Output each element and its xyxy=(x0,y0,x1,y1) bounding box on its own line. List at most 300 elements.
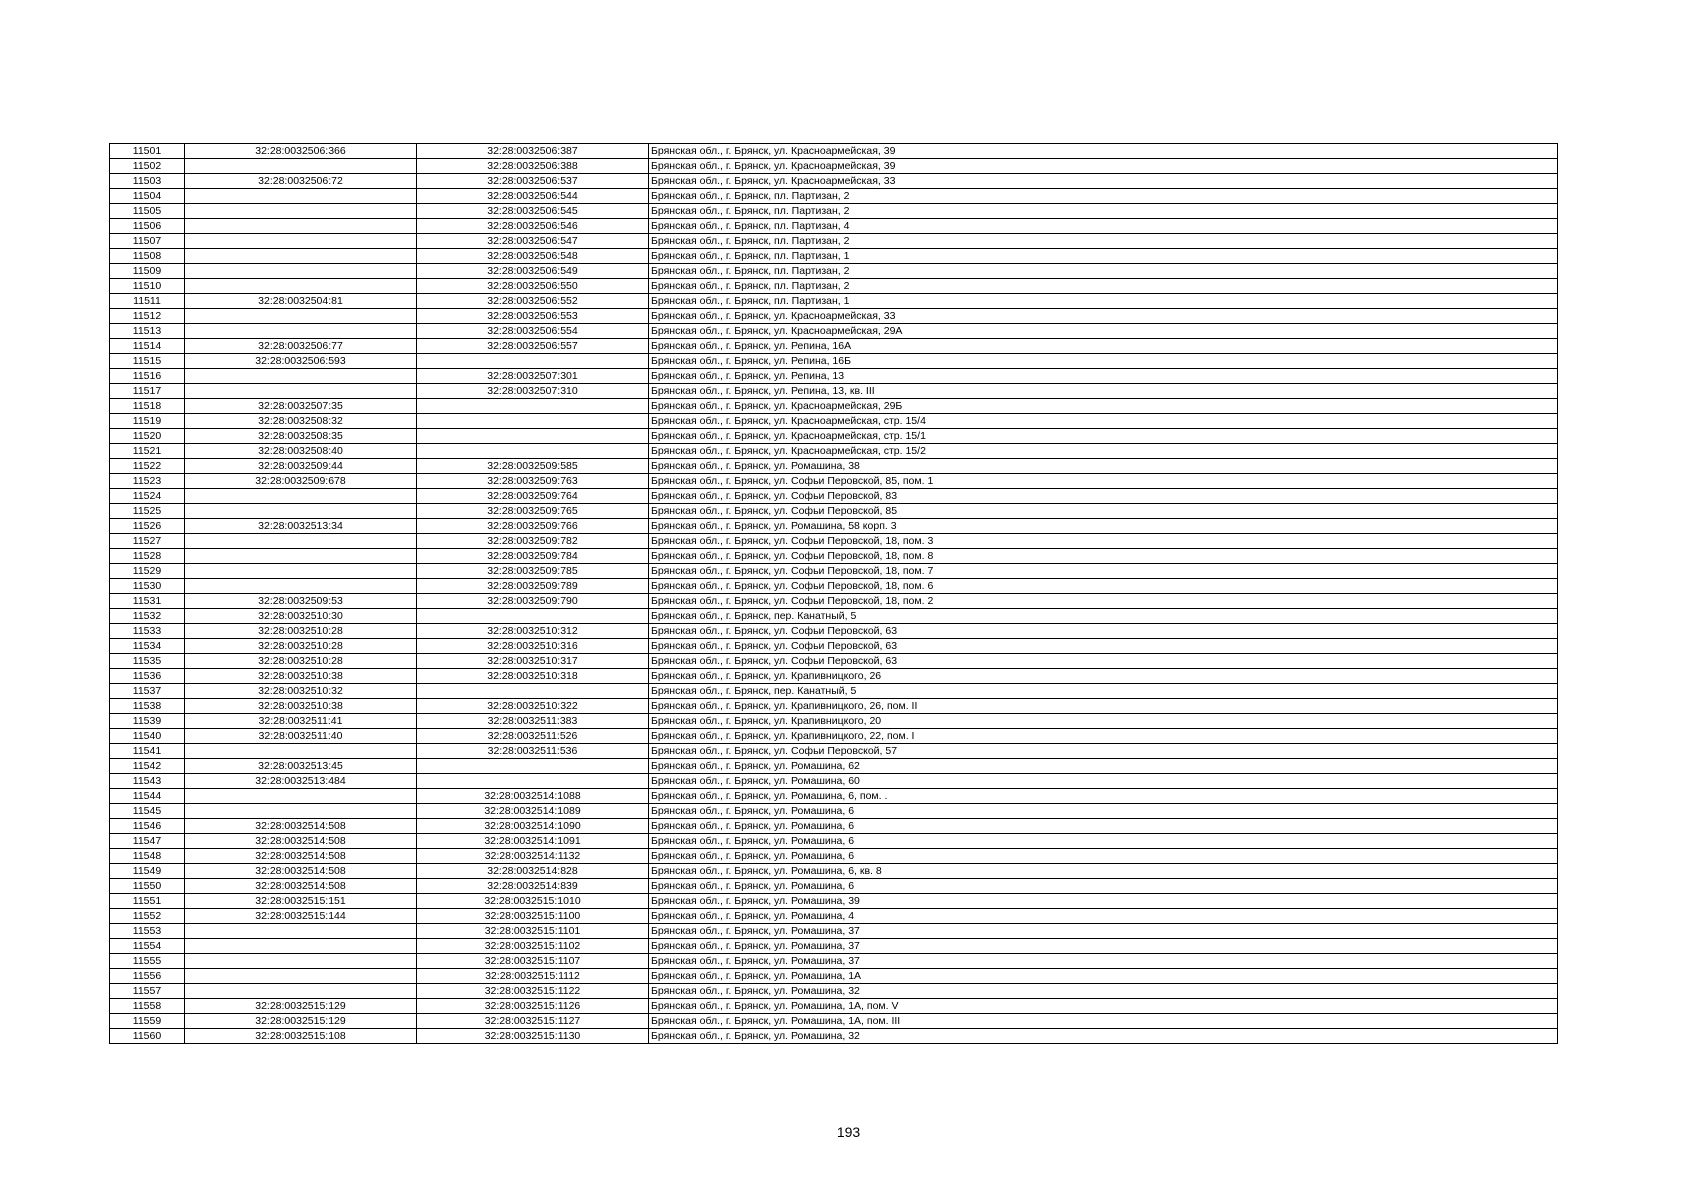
land-cadastral-number-cell: 32:28:0032514:508 xyxy=(185,849,417,864)
land-cadastral-number-cell xyxy=(185,939,417,954)
object-cadastral-number-cell: 32:28:0032515:1010 xyxy=(417,894,649,909)
row-number-cell: 11548 xyxy=(110,849,185,864)
row-number-cell: 11503 xyxy=(110,174,185,189)
table-row xyxy=(110,189,1558,204)
object-cadastral-number-cell xyxy=(417,399,649,414)
address-cell: Брянская обл., г. Брянск, ул. Красноармейская, 33 xyxy=(649,309,1558,324)
table-row xyxy=(110,789,1558,804)
table-row xyxy=(110,924,1558,939)
table-row xyxy=(110,609,1558,624)
address-cell: Брянская обл., г. Брянск, ул. Красноармейская, 33 xyxy=(649,174,1558,189)
row-number-cell: 11537 xyxy=(110,684,185,699)
row-number-cell: 11525 xyxy=(110,504,185,519)
object-cadastral-number-cell: 32:28:0032514:1132 xyxy=(417,849,649,864)
land-cadastral-number-cell: 32:28:0032513:34 xyxy=(185,519,417,534)
table-row xyxy=(110,639,1558,654)
row-number-cell: 11540 xyxy=(110,729,185,744)
address-cell: Брянская обл., г. Брянск, ул. Репина, 13 xyxy=(649,369,1558,384)
table-row xyxy=(110,834,1558,849)
row-number-cell: 11501 xyxy=(110,144,185,159)
row-number-cell: 11522 xyxy=(110,459,185,474)
land-cadastral-number-cell xyxy=(185,489,417,504)
land-cadastral-number-cell: 32:28:0032504:81 xyxy=(185,294,417,309)
row-number-cell: 11532 xyxy=(110,609,185,624)
row-number-cell: 11543 xyxy=(110,774,185,789)
row-number-cell: 11531 xyxy=(110,594,185,609)
row-number-cell: 11514 xyxy=(110,339,185,354)
land-cadastral-number-cell: 32:28:0032513:484 xyxy=(185,774,417,789)
land-cadastral-number-cell: 32:28:0032515:144 xyxy=(185,909,417,924)
table-row xyxy=(110,384,1558,399)
row-number-cell: 11517 xyxy=(110,384,185,399)
object-cadastral-number-cell: 32:28:0032515:1101 xyxy=(417,924,649,939)
object-cadastral-number-cell xyxy=(417,774,649,789)
land-cadastral-number-cell: 32:28:0032515:129 xyxy=(185,999,417,1014)
row-number-cell: 11554 xyxy=(110,939,185,954)
land-cadastral-number-cell xyxy=(185,219,417,234)
address-cell: Брянская обл., г. Брянск, ул. Ромашина, 6 xyxy=(649,819,1558,834)
row-number-cell: 11530 xyxy=(110,579,185,594)
object-cadastral-number-cell xyxy=(417,429,649,444)
page-number: 193 xyxy=(836,1124,861,1140)
land-cadastral-number-cell: 32:28:0032510:28 xyxy=(185,624,417,639)
land-cadastral-number-cell: 32:28:0032506:77 xyxy=(185,339,417,354)
row-number-cell: 11513 xyxy=(110,324,185,339)
object-cadastral-number-cell: 32:28:0032506:552 xyxy=(417,294,649,309)
address-cell: Брянская обл., г. Брянск, ул. Ромашина, 6, пом. . xyxy=(649,789,1558,804)
row-number-cell: 11541 xyxy=(110,744,185,759)
address-cell: Брянская обл., г. Брянск, ул. Софьи Перовской, 18, пом. 7 xyxy=(649,564,1558,579)
table-row xyxy=(110,669,1558,684)
row-number-cell: 11535 xyxy=(110,654,185,669)
land-cadastral-number-cell xyxy=(185,249,417,264)
object-cadastral-number-cell: 32:28:0032515:1112 xyxy=(417,969,649,984)
object-cadastral-number-cell: 32:28:0032506:548 xyxy=(417,249,649,264)
land-cadastral-number-cell: 32:28:0032506:366 xyxy=(185,144,417,159)
table-row xyxy=(110,699,1558,714)
table-row xyxy=(110,279,1558,294)
object-cadastral-number-cell xyxy=(417,354,649,369)
table-row xyxy=(110,519,1558,534)
table-row xyxy=(110,234,1558,249)
object-cadastral-number-cell: 32:28:0032506:547 xyxy=(417,234,649,249)
row-number-cell: 11529 xyxy=(110,564,185,579)
object-cadastral-number-cell: 32:28:0032514:828 xyxy=(417,864,649,879)
address-cell: Брянская обл., г. Брянск, пл. Партизан, 2 xyxy=(649,204,1558,219)
table-row xyxy=(110,939,1558,954)
object-cadastral-number-cell xyxy=(417,759,649,774)
row-number-cell: 11515 xyxy=(110,354,185,369)
object-cadastral-number-cell: 32:28:0032509:789 xyxy=(417,579,649,594)
row-number-cell: 11559 xyxy=(110,1014,185,1029)
table-row xyxy=(110,294,1558,309)
row-number-cell: 11544 xyxy=(110,789,185,804)
address-cell: Брянская обл., г. Брянск, ул. Крапивницкого, 26 xyxy=(649,669,1558,684)
object-cadastral-number-cell: 32:28:0032511:526 xyxy=(417,729,649,744)
land-cadastral-number-cell xyxy=(185,324,417,339)
object-cadastral-number-cell: 32:28:0032514:839 xyxy=(417,879,649,894)
table-row xyxy=(110,264,1558,279)
object-cadastral-number-cell: 32:28:0032509:766 xyxy=(417,519,649,534)
row-number-cell: 11512 xyxy=(110,309,185,324)
object-cadastral-number-cell: 32:28:0032509:790 xyxy=(417,594,649,609)
object-cadastral-number-cell: 32:28:0032515:1130 xyxy=(417,1029,649,1044)
table-row xyxy=(110,714,1558,729)
object-cadastral-number-cell: 32:28:0032510:317 xyxy=(417,654,649,669)
table-row xyxy=(110,909,1558,924)
land-cadastral-number-cell: 32:28:0032509:53 xyxy=(185,594,417,609)
table-row xyxy=(110,564,1558,579)
table-row xyxy=(110,954,1558,969)
registry-table xyxy=(109,143,1558,1044)
object-cadastral-number-cell: 32:28:0032509:782 xyxy=(417,534,649,549)
address-cell: Брянская обл., г. Брянск, пл. Партизан, 1 xyxy=(649,249,1558,264)
row-number-cell: 11538 xyxy=(110,699,185,714)
row-number-cell: 11508 xyxy=(110,249,185,264)
row-number-cell: 11553 xyxy=(110,924,185,939)
land-cadastral-number-cell: 32:28:0032515:151 xyxy=(185,894,417,909)
table-row xyxy=(110,984,1558,999)
land-cadastral-number-cell: 32:28:0032511:40 xyxy=(185,729,417,744)
address-cell: Брянская обл., г. Брянск, ул. Софьи Перовской, 18, пом. 2 xyxy=(649,594,1558,609)
row-number-cell: 11549 xyxy=(110,864,185,879)
address-cell: Брянская обл., г. Брянск, ул. Софьи Перовской, 18, пом. 8 xyxy=(649,549,1558,564)
object-cadastral-number-cell xyxy=(417,609,649,624)
land-cadastral-number-cell: 32:28:0032508:40 xyxy=(185,444,417,459)
address-cell: Брянская обл., г. Брянск, ул. Ромашина, 37 xyxy=(649,939,1558,954)
row-number-cell: 11505 xyxy=(110,204,185,219)
table-row xyxy=(110,429,1558,444)
address-cell: Брянская обл., г. Брянск, ул. Ромашина, 37 xyxy=(649,954,1558,969)
row-number-cell: 11516 xyxy=(110,369,185,384)
table-row xyxy=(110,159,1558,174)
land-cadastral-number-cell: 32:28:0032510:28 xyxy=(185,654,417,669)
table-row xyxy=(110,969,1558,984)
row-number-cell: 11552 xyxy=(110,909,185,924)
land-cadastral-number-cell xyxy=(185,549,417,564)
address-cell: Брянская обл., г. Брянск, ул. Софьи Перовской, 63 xyxy=(649,654,1558,669)
table-row xyxy=(110,684,1558,699)
land-cadastral-number-cell xyxy=(185,159,417,174)
table-row xyxy=(110,219,1558,234)
table-row xyxy=(110,174,1558,189)
table-row xyxy=(110,354,1558,369)
table-row xyxy=(110,339,1558,354)
row-number-cell: 11521 xyxy=(110,444,185,459)
address-cell: Брянская обл., г. Брянск, ул. Красноармейская, 29А xyxy=(649,324,1558,339)
address-cell: Брянская обл., г. Брянск, ул. Репина, 13, кв. III xyxy=(649,384,1558,399)
land-cadastral-number-cell: 32:28:0032515:129 xyxy=(185,1014,417,1029)
registry-table-body xyxy=(110,144,1558,1044)
row-number-cell: 11533 xyxy=(110,624,185,639)
object-cadastral-number-cell: 32:28:0032506:553 xyxy=(417,309,649,324)
land-cadastral-number-cell xyxy=(185,924,417,939)
land-cadastral-number-cell xyxy=(185,279,417,294)
row-number-cell: 11510 xyxy=(110,279,185,294)
table-row xyxy=(110,819,1558,834)
row-number-cell: 11542 xyxy=(110,759,185,774)
object-cadastral-number-cell: 32:28:0032507:301 xyxy=(417,369,649,384)
land-cadastral-number-cell: 32:28:0032508:35 xyxy=(185,429,417,444)
land-cadastral-number-cell: 32:28:0032508:32 xyxy=(185,414,417,429)
object-cadastral-number-cell xyxy=(417,444,649,459)
object-cadastral-number-cell: 32:28:0032510:318 xyxy=(417,669,649,684)
land-cadastral-number-cell: 32:28:0032506:593 xyxy=(185,354,417,369)
address-cell: Брянская обл., г. Брянск, ул. Софьи Перовской, 63 xyxy=(649,639,1558,654)
object-cadastral-number-cell: 32:28:0032509:763 xyxy=(417,474,649,489)
object-cadastral-number-cell: 32:28:0032506:550 xyxy=(417,279,649,294)
object-cadastral-number-cell: 32:28:0032515:1100 xyxy=(417,909,649,924)
object-cadastral-number-cell: 32:28:0032511:536 xyxy=(417,744,649,759)
table-row xyxy=(110,444,1558,459)
land-cadastral-number-cell xyxy=(185,969,417,984)
address-cell: Брянская обл., г. Брянск, ул. Красноармейская, стр. 15/2 xyxy=(649,444,1558,459)
address-cell: Брянская обл., г. Брянск, ул. Софьи Перовской, 63 xyxy=(649,624,1558,639)
land-cadastral-number-cell xyxy=(185,534,417,549)
land-cadastral-number-cell xyxy=(185,564,417,579)
row-number-cell: 11507 xyxy=(110,234,185,249)
address-cell: Брянская обл., г. Брянск, ул. Крапивницкого, 22, пом. I xyxy=(649,729,1558,744)
land-cadastral-number-cell: 32:28:0032510:28 xyxy=(185,639,417,654)
object-cadastral-number-cell: 32:28:0032509:785 xyxy=(417,564,649,579)
table-row xyxy=(110,744,1558,759)
table-row xyxy=(110,1029,1558,1044)
land-cadastral-number-cell: 32:28:0032511:41 xyxy=(185,714,417,729)
address-cell: Брянская обл., г. Брянск, ул. Красноармейская, стр. 15/1 xyxy=(649,429,1558,444)
table-row xyxy=(110,489,1558,504)
land-cadastral-number-cell: 32:28:0032509:44 xyxy=(185,459,417,474)
address-cell: Брянская обл., г. Брянск, ул. Софьи Перовской, 85 xyxy=(649,504,1558,519)
address-cell: Брянская обл., г. Брянск, ул. Красноармейская, 29Б xyxy=(649,399,1558,414)
row-number-cell: 11547 xyxy=(110,834,185,849)
address-cell: Брянская обл., г. Брянск, ул. Репина, 16Б xyxy=(649,354,1558,369)
address-cell: Брянская обл., г. Брянск, ул. Ромашина, 6, кв. 8 xyxy=(649,864,1558,879)
address-cell: Брянская обл., г. Брянск, пер. Канатный, 5 xyxy=(649,609,1558,624)
table-row xyxy=(110,459,1558,474)
object-cadastral-number-cell: 32:28:0032506:546 xyxy=(417,219,649,234)
object-cadastral-number-cell: 32:28:0032515:1122 xyxy=(417,984,649,999)
address-cell: Брянская обл., г. Брянск, ул. Софьи Перовской, 85, пом. 1 xyxy=(649,474,1558,489)
table-row xyxy=(110,534,1558,549)
address-cell: Брянская обл., г. Брянск, ул. Ромашина, 6 xyxy=(649,834,1558,849)
table-row xyxy=(110,204,1558,219)
row-number-cell: 11550 xyxy=(110,879,185,894)
land-cadastral-number-cell: 32:28:0032514:508 xyxy=(185,819,417,834)
address-cell: Брянская обл., г. Брянск, ул. Ромашина, 38 xyxy=(649,459,1558,474)
address-cell: Брянская обл., г. Брянск, ул. Крапивницкого, 26, пом. II xyxy=(649,699,1558,714)
land-cadastral-number-cell: 32:28:0032510:38 xyxy=(185,669,417,684)
table-row xyxy=(110,414,1558,429)
land-cadastral-number-cell: 32:28:0032507:35 xyxy=(185,399,417,414)
object-cadastral-number-cell: 32:28:0032506:557 xyxy=(417,339,649,354)
table-row xyxy=(110,399,1558,414)
land-cadastral-number-cell: 32:28:0032514:508 xyxy=(185,864,417,879)
row-number-cell: 11509 xyxy=(110,264,185,279)
address-cell: Брянская обл., г. Брянск, ул. Софьи Перовской, 18, пом. 3 xyxy=(649,534,1558,549)
land-cadastral-number-cell xyxy=(185,744,417,759)
object-cadastral-number-cell xyxy=(417,414,649,429)
row-number-cell: 11520 xyxy=(110,429,185,444)
table-row xyxy=(110,849,1558,864)
address-cell: Брянская обл., г. Брянск, ул. Ромашина, 60 xyxy=(649,774,1558,789)
object-cadastral-number-cell: 32:28:0032506:387 xyxy=(417,144,649,159)
land-cadastral-number-cell xyxy=(185,369,417,384)
object-cadastral-number-cell: 32:28:0032515:1102 xyxy=(417,939,649,954)
object-cadastral-number-cell: 32:28:0032514:1088 xyxy=(417,789,649,804)
object-cadastral-number-cell: 32:28:0032507:310 xyxy=(417,384,649,399)
object-cadastral-number-cell: 32:28:0032506:549 xyxy=(417,264,649,279)
table-row xyxy=(110,864,1558,879)
table-row xyxy=(110,804,1558,819)
address-cell: Брянская обл., г. Брянск, пл. Партизан, 1 xyxy=(649,294,1558,309)
address-cell: Брянская обл., г. Брянск, ул. Красноармейская, 39 xyxy=(649,144,1558,159)
address-cell: Брянская обл., г. Брянск, ул. Ромашина, 6 xyxy=(649,804,1558,819)
land-cadastral-number-cell: 32:28:0032515:108 xyxy=(185,1029,417,1044)
table-row xyxy=(110,369,1558,384)
address-cell: Брянская обл., г. Брянск, ул. Ромашина, 6 xyxy=(649,879,1558,894)
row-number-cell: 11556 xyxy=(110,969,185,984)
land-cadastral-number-cell: 32:28:0032513:45 xyxy=(185,759,417,774)
land-cadastral-number-cell xyxy=(185,189,417,204)
land-cadastral-number-cell xyxy=(185,954,417,969)
table-row xyxy=(110,474,1558,489)
land-cadastral-number-cell xyxy=(185,579,417,594)
object-cadastral-number-cell: 32:28:0032510:322 xyxy=(417,699,649,714)
row-number-cell: 11536 xyxy=(110,669,185,684)
address-cell: Брянская обл., г. Брянск, пл. Партизан, 4 xyxy=(649,219,1558,234)
address-cell: Брянская обл., г. Брянск, пер. Канатный, 5 xyxy=(649,684,1558,699)
land-cadastral-number-cell xyxy=(185,504,417,519)
address-cell: Брянская обл., г. Брянск, пл. Партизан, 2 xyxy=(649,189,1558,204)
address-cell: Брянская обл., г. Брянск, ул. Красноармейская, 39 xyxy=(649,159,1558,174)
address-cell: Брянская обл., г. Брянск, ул. Ромашина, 39 xyxy=(649,894,1558,909)
row-number-cell: 11558 xyxy=(110,999,185,1014)
table-row xyxy=(110,654,1558,669)
row-number-cell: 11524 xyxy=(110,489,185,504)
object-cadastral-number-cell: 32:28:0032509:765 xyxy=(417,504,649,519)
row-number-cell: 11555 xyxy=(110,954,185,969)
object-cadastral-number-cell: 32:28:0032506:388 xyxy=(417,159,649,174)
address-cell: Брянская обл., г. Брянск, ул. Ромашина, 1А, пом. III xyxy=(649,1014,1558,1029)
row-number-cell: 11546 xyxy=(110,819,185,834)
land-cadastral-number-cell xyxy=(185,804,417,819)
row-number-cell: 11523 xyxy=(110,474,185,489)
address-cell: Брянская обл., г. Брянск, ул. Ромашина, 1А xyxy=(649,969,1558,984)
table-row xyxy=(110,879,1558,894)
land-cadastral-number-cell xyxy=(185,234,417,249)
row-number-cell: 11527 xyxy=(110,534,185,549)
table-row xyxy=(110,894,1558,909)
address-cell: Брянская обл., г. Брянск, ул. Софьи Перовской, 83 xyxy=(649,489,1558,504)
land-cadastral-number-cell: 32:28:0032510:30 xyxy=(185,609,417,624)
object-cadastral-number-cell: 32:28:0032506:544 xyxy=(417,189,649,204)
address-cell: Брянская обл., г. Брянск, ул. Ромашина, 58 корп. 3 xyxy=(649,519,1558,534)
address-cell: Брянская обл., г. Брянск, ул. Ромашина, 32 xyxy=(649,984,1558,999)
object-cadastral-number-cell: 32:28:0032514:1090 xyxy=(417,819,649,834)
land-cadastral-number-cell xyxy=(185,984,417,999)
land-cadastral-number-cell: 32:28:0032514:508 xyxy=(185,879,417,894)
address-cell: Брянская обл., г. Брянск, ул. Крапивницкого, 20 xyxy=(649,714,1558,729)
row-number-cell: 11539 xyxy=(110,714,185,729)
address-cell: Брянская обл., г. Брянск, пл. Партизан, 2 xyxy=(649,279,1558,294)
land-cadastral-number-cell xyxy=(185,309,417,324)
object-cadastral-number-cell: 32:28:0032514:1089 xyxy=(417,804,649,819)
land-cadastral-number-cell: 32:28:0032509:678 xyxy=(185,474,417,489)
table-row xyxy=(110,594,1558,609)
address-cell: Брянская обл., г. Брянск, ул. Софьи Перовской, 18, пом. 6 xyxy=(649,579,1558,594)
row-number-cell: 11545 xyxy=(110,804,185,819)
address-cell: Брянская обл., г. Брянск, ул. Софьи Перовской, 57 xyxy=(649,744,1558,759)
address-cell: Брянская обл., г. Брянск, ул. Ромашина, 62 xyxy=(649,759,1558,774)
object-cadastral-number-cell: 32:28:0032511:383 xyxy=(417,714,649,729)
object-cadastral-number-cell: 32:28:0032515:1127 xyxy=(417,1014,649,1029)
row-number-cell: 11518 xyxy=(110,399,185,414)
row-number-cell: 11551 xyxy=(110,894,185,909)
table-row xyxy=(110,729,1558,744)
table-row xyxy=(110,624,1558,639)
row-number-cell: 11526 xyxy=(110,519,185,534)
row-number-cell: 11534 xyxy=(110,639,185,654)
table-row xyxy=(110,504,1558,519)
object-cadastral-number-cell: 32:28:0032506:537 xyxy=(417,174,649,189)
table-row xyxy=(110,309,1558,324)
land-cadastral-number-cell xyxy=(185,204,417,219)
row-number-cell: 11504 xyxy=(110,189,185,204)
land-cadastral-number-cell xyxy=(185,789,417,804)
table-row xyxy=(110,774,1558,789)
object-cadastral-number-cell xyxy=(417,684,649,699)
table-row xyxy=(110,579,1558,594)
address-cell: Брянская обл., г. Брянск, ул. Ромашина, 37 xyxy=(649,924,1558,939)
table-row xyxy=(110,1014,1558,1029)
object-cadastral-number-cell: 32:28:0032509:585 xyxy=(417,459,649,474)
object-cadastral-number-cell: 32:28:0032506:554 xyxy=(417,324,649,339)
object-cadastral-number-cell: 32:28:0032509:784 xyxy=(417,549,649,564)
object-cadastral-number-cell: 32:28:0032506:545 xyxy=(417,204,649,219)
address-cell: Брянская обл., г. Брянск, ул. Ромашина, 32 xyxy=(649,1029,1558,1044)
land-cadastral-number-cell xyxy=(185,264,417,279)
row-number-cell: 11557 xyxy=(110,984,185,999)
row-number-cell: 11506 xyxy=(110,219,185,234)
table-row xyxy=(110,324,1558,339)
address-cell: Брянская обл., г. Брянск, ул. Ромашина, 4 xyxy=(649,909,1558,924)
object-cadastral-number-cell: 32:28:0032514:1091 xyxy=(417,834,649,849)
row-number-cell: 11511 xyxy=(110,294,185,309)
address-cell: Брянская обл., г. Брянск, ул. Ромашина, 6 xyxy=(649,849,1558,864)
land-cadastral-number-cell: 32:28:0032514:508 xyxy=(185,834,417,849)
table-row xyxy=(110,249,1558,264)
address-cell: Брянская обл., г. Брянск, ул. Ромашина, 1А, пом. V xyxy=(649,999,1558,1014)
land-cadastral-number-cell: 32:28:0032510:32 xyxy=(185,684,417,699)
object-cadastral-number-cell: 32:28:0032515:1126 xyxy=(417,999,649,1014)
object-cadastral-number-cell: 32:28:0032510:316 xyxy=(417,639,649,654)
address-cell: Брянская обл., г. Брянск, ул. Репина, 16А xyxy=(649,339,1558,354)
table-row xyxy=(110,549,1558,564)
object-cadastral-number-cell: 32:28:0032515:1107 xyxy=(417,954,649,969)
address-cell: Брянская обл., г. Брянск, ул. Красноармейская, стр. 15/4 xyxy=(649,414,1558,429)
row-number-cell: 11528 xyxy=(110,549,185,564)
row-number-cell: 11502 xyxy=(110,159,185,174)
table-row xyxy=(110,144,1558,159)
land-cadastral-number-cell: 32:28:0032510:38 xyxy=(185,699,417,714)
row-number-cell: 11560 xyxy=(110,1029,185,1044)
land-cadastral-number-cell xyxy=(185,384,417,399)
object-cadastral-number-cell: 32:28:0032510:312 xyxy=(417,624,649,639)
address-cell: Брянская обл., г. Брянск, пл. Партизан, 2 xyxy=(649,234,1558,249)
table-row xyxy=(110,759,1558,774)
land-cadastral-number-cell: 32:28:0032506:72 xyxy=(185,174,417,189)
address-cell: Брянская обл., г. Брянск, пл. Партизан, 2 xyxy=(649,264,1558,279)
